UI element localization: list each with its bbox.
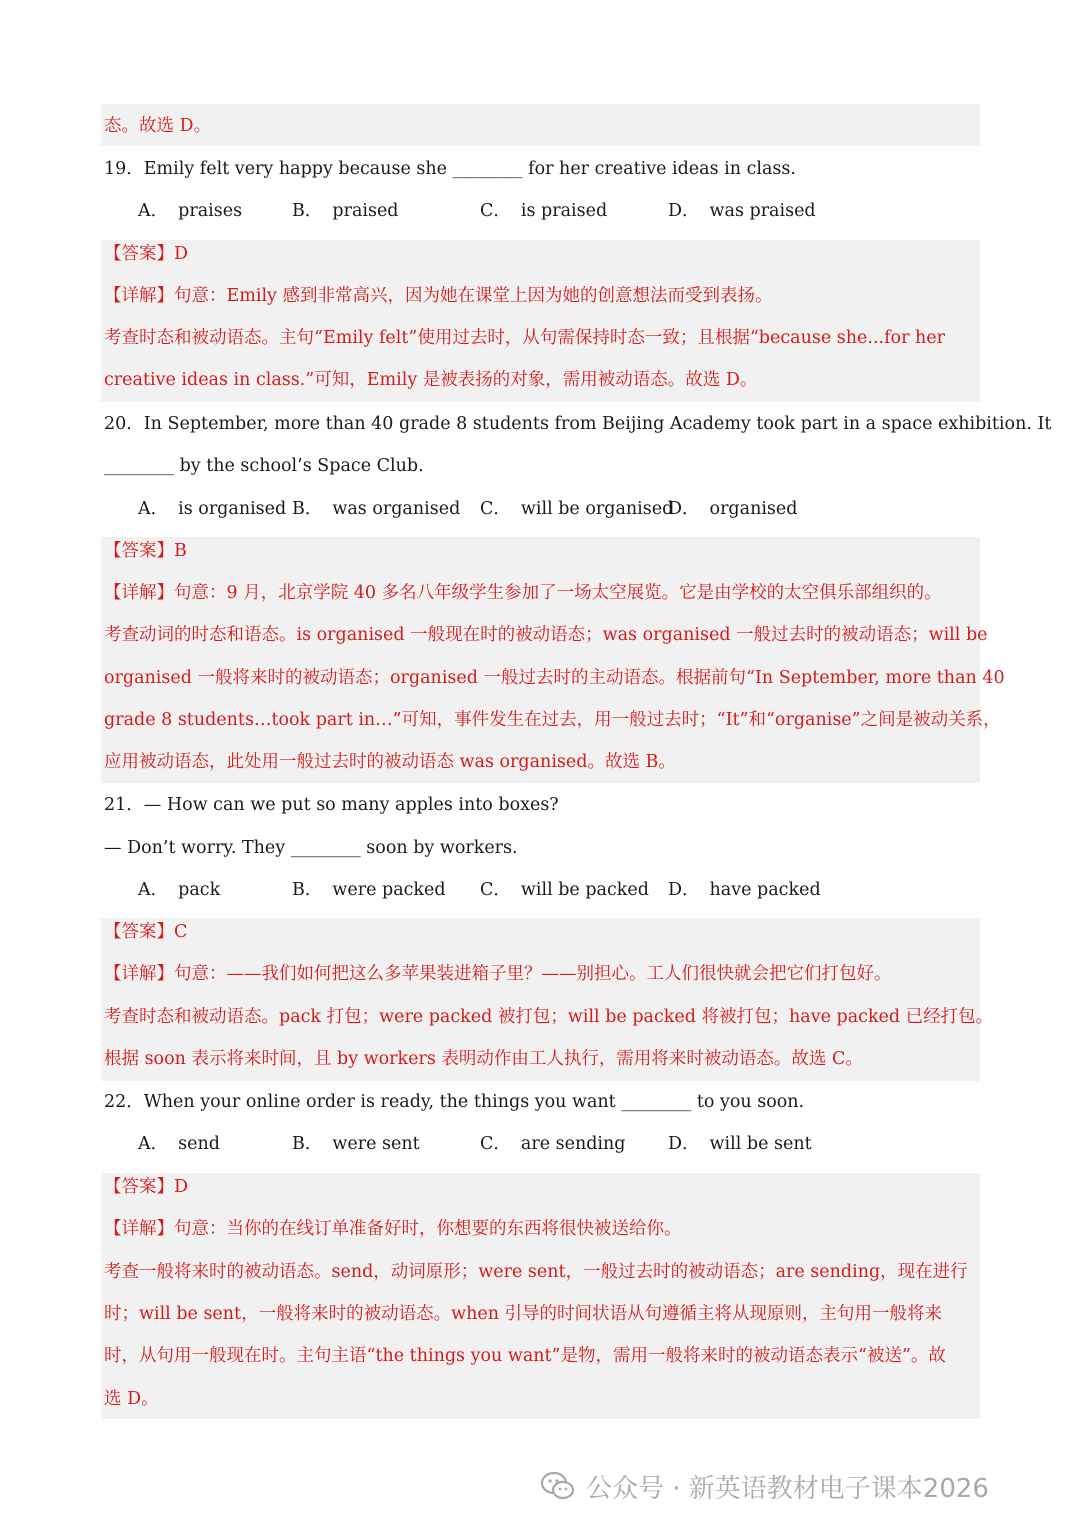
q20-explanation-line: 考查动词的时态和语态。is organised 一般现在时的被动语态；was organised 一般过去时的被动语态；will be (104, 625, 988, 645)
q19-option-a: A． praises (138, 201, 243, 221)
q19-explanation-line: 【详解】句意：Emily 感到非常高兴，因为她在课堂上因为她的创意想法而受到表扬。 (104, 286, 773, 306)
q20-option-a: A． is organised (138, 499, 287, 519)
question-21-stem: — Don’t worry. They ________ soon by workers. (104, 838, 518, 858)
q21-option-d: D． have packed (668, 880, 821, 900)
q21-option-a: A． pack (138, 880, 221, 900)
q21-explanation-line: 【详解】句意：——我们如何把这么多苹果装进箱子里？——别担心。工人们很快就会把它们打包好。 (104, 964, 892, 984)
q21-explanation-line: 根据 soon 表示将来时间，且 by workers 表明动作由工人执行，需用将来时被动语态。故选 C。 (104, 1049, 863, 1069)
q21-option-b: B． were packed (292, 880, 446, 900)
question-20-stem: ________ by the school’s Space Club. (104, 456, 424, 476)
q20-explanation-line: grade 8 students…took part in…”可知，事件发生在过去，用一般过去时；“It”和“organise”之间是被动关系， (104, 710, 1001, 730)
q19-explanation-line: creative ideas in class.”可知，Emily 是被表扬的对象，需用被动语态。故选 D。 (104, 370, 758, 390)
q22-explanation-line: 考查一般将来时的被动语态。send，动词原形；were sent，一般过去时的被动语态；are sending，现在进行 (104, 1262, 968, 1282)
question-21-stem: 21．— How can we put so many apples into boxes? (104, 795, 559, 815)
q22-explanation-line: 选 D。 (104, 1389, 159, 1409)
q19-answer: 【答案】D (104, 244, 189, 264)
wechat-icon (540, 1471, 576, 1501)
question-20-stem: 20．In September, more than 40 grade 8 students from Beijing Academy took part in a space exhibition. It (104, 414, 1052, 434)
q22-option-a: A． send (138, 1134, 220, 1154)
question-22-stem: 22．When your online order is ready, the things you want ________ to you soon. (104, 1092, 805, 1112)
q22-option-d: D． will be sent (668, 1134, 812, 1154)
q19-option-d: D． was praised (668, 201, 816, 221)
q22-explanation-line: 时，从句用一般现在时。主句主语“the things you want”是物，需用一般将来时的被动语态表示“被送”。故 (104, 1346, 946, 1366)
q19-option-b: B． praised (292, 201, 399, 221)
q21-answer: 【答案】C (104, 922, 188, 942)
answer-box-22 (101, 1173, 980, 1419)
q20-explanation-line: organised 一般将来时的被动语态；organised 一般过去时的主动语态。根据前句“In September, more than 40 (104, 668, 1005, 688)
q19-option-c: C． is praised (480, 201, 608, 221)
q22-answer: 【答案】D (104, 1177, 189, 1197)
question-19-stem: 19．Emily felt very happy because she ________ for her creative ideas in class. (104, 159, 796, 179)
q19-explanation-line: 考查时态和被动语态。主句“Emily felt”使用过去时，从句需保持时态一致；且根据“because she...for her (104, 328, 946, 348)
q21-explanation-line: 考查时态和被动语态。pack 打包；were packed 被打包；will be packed 将被打包；have packed 已经打包。 (104, 1007, 994, 1027)
q20-option-c: C． will be organised (480, 499, 674, 519)
q20-option-b: B． was organised (292, 499, 461, 519)
q22-explanation-line: 时；will be sent，一般将来时的被动语态。when 引导的时间状语从句遵循主将从现原则，主句用一般将来 (104, 1304, 943, 1324)
answer-fragment: 态。故选 D。 (104, 116, 212, 136)
q20-explanation-line: 应用被动语态，此处用一般过去时的被动语态 was organised。故选 B。 (104, 752, 676, 772)
q20-option-d: D． organised (668, 499, 798, 519)
q20-answer: 【答案】B (104, 541, 187, 561)
answer-box-20 (101, 537, 1005, 783)
q22-option-c: C． are sending (480, 1134, 626, 1154)
watermark (540, 1466, 989, 1506)
q22-option-b: B． were sent (292, 1134, 420, 1154)
q22-explanation-line: 【详解】句意：当你的在线订单准备好时，你想要的东西将很快被送给你。 (104, 1219, 682, 1239)
q20-explanation-line: 【详解】句意：9 月，北京学院 40 多名八年级学生参加了一场太空展览。它是由学校的太空俱乐部组织的。 (104, 583, 942, 603)
watermark-text: 公众号 · 新英语教材电子课本2026 (586, 1473, 989, 1504)
q21-option-c: C． will be packed (480, 880, 649, 900)
